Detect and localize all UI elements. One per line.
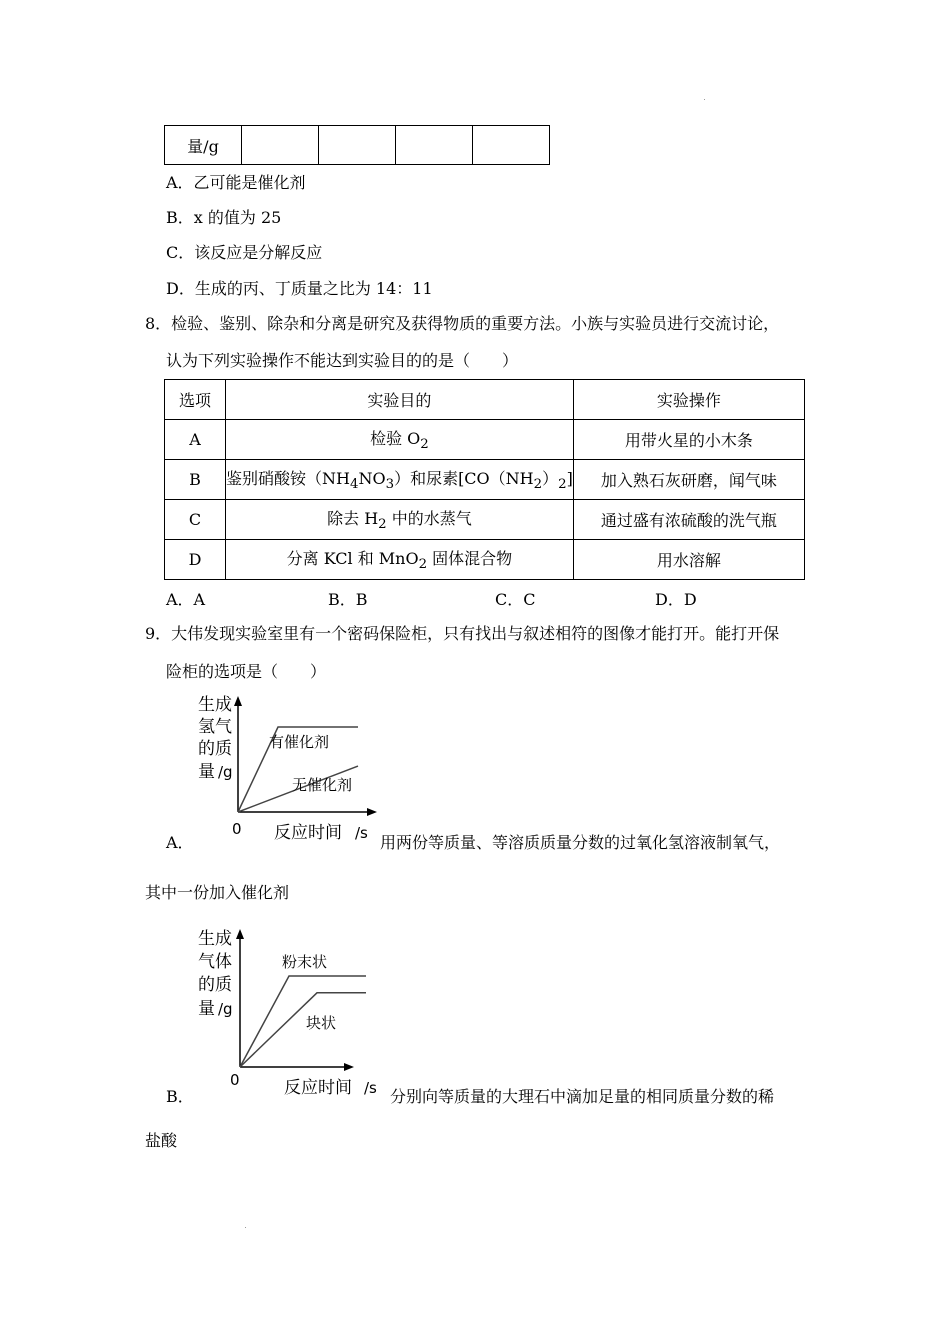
subscript: 2 [558,477,567,493]
q9-option-b-desc1: 分别向等质量的大理石中滴加足量的相同质量分数的稀 [390,1087,775,1106]
table-cell [473,126,550,165]
chart-a-legend-with-catalyst: 有催化剂 [269,733,330,751]
cell-purpose [226,540,574,580]
chart-b-origin: 0 [230,1071,240,1089]
q9-option-a-desc1: 用两份等质量、等溶质质量分数的过氧化氢溶液制氧气， [380,833,781,852]
chart-a-ylabel-4: 量 [198,762,215,782]
purpose-text: 中的水蒸气 [386,509,472,529]
table-row [165,460,805,500]
subscript: 4 [349,477,359,493]
chart-a-xlabel-unit: /s [355,824,368,842]
table-row [165,420,805,460]
q9-stem-line2: 险柜的选项是（ ） [166,662,327,681]
subscript: 2 [533,477,543,493]
q7-option-b: B．x 的值为 25 [166,208,282,227]
q7-option-a: A．乙可能是催化剂 [166,173,306,192]
chart-b-ylabel-3: 的质 [198,975,232,995]
purpose-text: 检验 O [370,429,421,449]
table-cell [319,126,396,165]
chart-a-ylabel-3: 的质 [198,739,232,759]
scan-dot [245,1227,246,1228]
q8-answer-c: C．C [495,590,536,609]
chart-b-ylabel-1: 生成 [198,929,232,949]
q9-stem-line1: 9．大伟发现实验室里有一个密码保险柜，只有找出与叙述相符的图像才能打开。能打开保 [145,624,780,643]
chart-a-xlabel: 反应时间 [274,823,342,843]
chart-b-series-lump [240,993,366,1067]
chart-b-xlabel-unit: /s [364,1079,377,1097]
table-row [165,540,805,580]
q9-option-b-desc2: 盐酸 [145,1131,178,1150]
chart-b-ylabel-2: 气体 [198,952,232,972]
cell-operation: 通过盛有浓硫酸的洗气瓶 [573,500,804,540]
cell-purpose [226,420,574,460]
q9-option-a-label: A． [166,833,194,852]
purpose-text: 固体混合物 [427,549,513,569]
header-operation: 实验操作 [573,380,804,420]
q8-answer-d: D．D [655,590,697,609]
chart-a [190,692,380,844]
header-option: 选项 [165,380,226,420]
chart-b-ylabel-4: 量 [198,999,215,1019]
cell-purpose [226,500,574,540]
cell-operation: 用水溶解 [573,540,804,580]
chart-a-ylabel-2: 氢气 [198,717,232,737]
subscript: 3 [385,477,395,493]
q7-option-d: D．生成的丙、丁质量之比为 14：11 [166,279,433,298]
q8-stem-line1: 8．检验、鉴别、除杂和分离是研究及获得物质的重要方法。小族与实验员进行交流讨论， [145,314,780,333]
table-cell-label: 量/g [165,126,242,165]
subscript: 2 [378,517,387,533]
chart-a-legend-without-catalyst: 无催化剂 [292,776,353,794]
purpose-text: ） [542,469,559,489]
q9-option-a-desc2: 其中一份加入催化剂 [145,883,290,902]
q9-option-b-label: B． [166,1087,194,1106]
purpose-text: 分离 KCl 和 MnO [286,549,419,569]
chart-b-series-powder [240,976,366,1067]
q7-table-fragment [164,125,550,165]
chart-b-y-arrow [236,929,244,939]
cell-option: B [165,460,226,500]
chart-b-xlabel: 反应时间 [284,1078,352,1098]
q8-table [164,379,805,580]
header-purpose: 实验目的 [226,380,574,420]
chart-a-ylabel-1: 生成 [198,695,232,715]
purpose-text: ] [566,469,573,489]
chart-a-y-arrow [234,696,242,706]
chart-b-legend-lump: 块状 [306,1014,337,1032]
subscript: 2 [420,437,429,453]
cell-operation: 用带火星的小木条 [573,420,804,460]
table-cell [242,126,319,165]
purpose-text: 除去 H [327,509,379,529]
purpose-text: 鉴别硝酸铵（NH [226,469,350,489]
q7-option-c: C．该反应是分解反应 [166,243,323,262]
chart-a-x-arrow [367,808,377,816]
chart-b-ylabel-unit: /g [218,1000,233,1018]
chart-b [190,923,385,1100]
subscript: 2 [418,557,428,573]
chart-a-origin: 0 [232,820,242,838]
scan-dot [704,99,705,100]
cell-option: D [165,540,226,580]
table-row [165,500,805,540]
purpose-text: ）和尿素[CO（NH [394,469,534,489]
chart-b-x-arrow [344,1063,354,1071]
chart-a-ylabel-unit: /g [218,763,233,781]
chart-b-legend-powder: 粉末状 [282,953,328,971]
cell-option: C [165,500,226,540]
q8-answer-b: B．B [328,590,368,609]
cell-option: A [165,420,226,460]
purpose-text: NO [358,469,386,489]
table-cell [396,126,473,165]
cell-operation: 加入熟石灰研磨，闻气味 [573,460,804,500]
q8-answer-a: A．A [166,590,206,609]
q8-stem-line2: 认为下列实验操作不能达到实验目的的是（ ） [166,351,519,370]
cell-purpose [226,460,574,500]
